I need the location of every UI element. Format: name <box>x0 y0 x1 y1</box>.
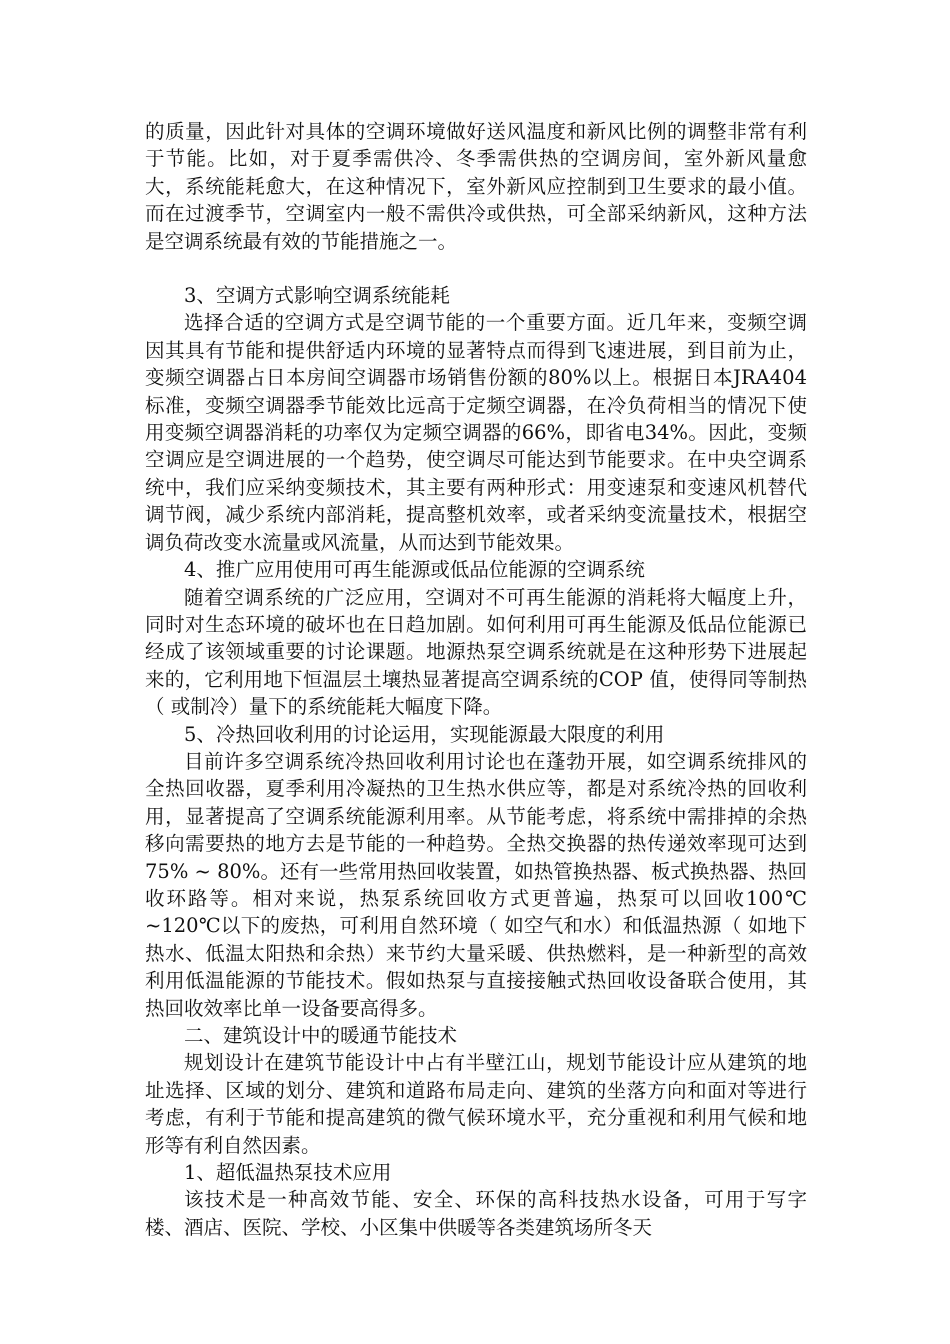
section-heading-5: 5、冷热回收利用的讨论运用，实现能源最大限度的利用 <box>184 722 665 746</box>
paragraph-air-conditioning-mode: 选择合适的空调方式是空调节能的一个重要方面。近几年来，变频空调因其具有节能和提供舒适内环境的显著特点而得到飞速进展，到目前为止，变频空调器占日本房间空调器市场销售份额的80%以上。根据日本JRA404 标准，变频空调器季节能效比远高于定频空调器，在冷负荷相当的情况下使用变频空调器消耗的功率仅为定频空调器的66%，即省电34%。因此，变频空调应是空调进展的一个趋势，使空调尽可能达到节能要求。在中央空调系统中，我们应采纳变频技术，其主要有两种形式：用变速泵和变速风机替代调节阀，减少系统内部消耗，提高整机效率，或者采纳变流量技术，根据空调负荷改变水流量或风流量，从而达到节能效果。 <box>145 311 807 554</box>
paragraph-planning-design: 规划设计在建筑节能设计中占有半壁江山，规划节能设计应从建筑的地址选择、区域的划分、建筑和道路布局走向、建筑的坐落方向和面对等进行考虑，有利于节能和提高建筑的微气候环境水平，充分重视和利用气候和地形等有利自然因素。 <box>145 1051 807 1157</box>
document-page <box>145 118 807 1241</box>
section-heading-3: 3、空调方式影响空调系统能耗 <box>184 284 450 308</box>
section-heading-4: 4、推广应用使用可再生能源或低品位能源的空调系统 <box>184 558 645 582</box>
paragraph-heat-pump: 该技术是一种高效节能、安全、环保的高科技热水设备，可用于写字楼、酒店、医院、学校、小区集中供暖等各类建筑场所冬天 <box>145 1188 807 1239</box>
section-heading-heat-pump: 1、超低温热泵技术应用 <box>184 1161 392 1185</box>
paragraph-renewable-energy: 随着空调系统的广泛应用，空调对不可再生能源的消耗将大幅度上升，同时对生态环境的破坏也在日趋加剧。如何利用可再生能源及低品位能源已经成了该领域重要的讨论课题。地源热泵空调系统就是在这种形势下进展起来的，它利用地下恒温层土壤热显著提高空调系统的COP 值，使得同等制热（ 或制冷）量下的系统能耗大幅度下降。 <box>145 585 807 719</box>
paragraph-spacer <box>145 255 807 282</box>
paragraph-continuation: 的质量，因此针对具体的空调环境做好送风温度和新风比例的调整非常有利于节能。比如，对于夏季需供冷、冬季需供热的空调房间，室外新风量愈大，系统能耗愈大，在这种情况下，室外新风应控制到卫生要求的最小值。而在过渡季节，空调室内一般不需供冷或供热，可全部采纳新风，这种方法是空调系统最有效的节能措施之一。 <box>145 120 807 253</box>
paragraph-heat-recovery: 目前许多空调系统冷热回收利用讨论也在蓬勃开展，如空调系统排风的全热回收器，夏季利用冷凝热的卫生热水供应等，都是对系统冷热的回收利用，显著提高了空调系统能源利用率。从节能考虑，将系统中需排掉的余热移向需要热的地方去是节能的一种趋势。全热交换器的热传递效率现可达到75% ~ 80%。还有一些常用热回收装置，如热管换热器、板式换热器、热回收环路等。相对来说，热泵系统回收方式更普遍，热泵可以回收100℃ ~120℃以下的废热，可利用自然环境（ 如空气和水）和低温热源（ 如地下热水、低温太阳热和余热）来节约大量采暖、供热燃料，是一种新型的高效利用低温能源的节能技术。假如热泵与直接接触式热回收设备联合使用，其热回收效率比单一设备要高得多。 <box>145 749 807 1020</box>
section-heading-2: 二、建筑设计中的暖通节能技术 <box>184 1024 458 1047</box>
